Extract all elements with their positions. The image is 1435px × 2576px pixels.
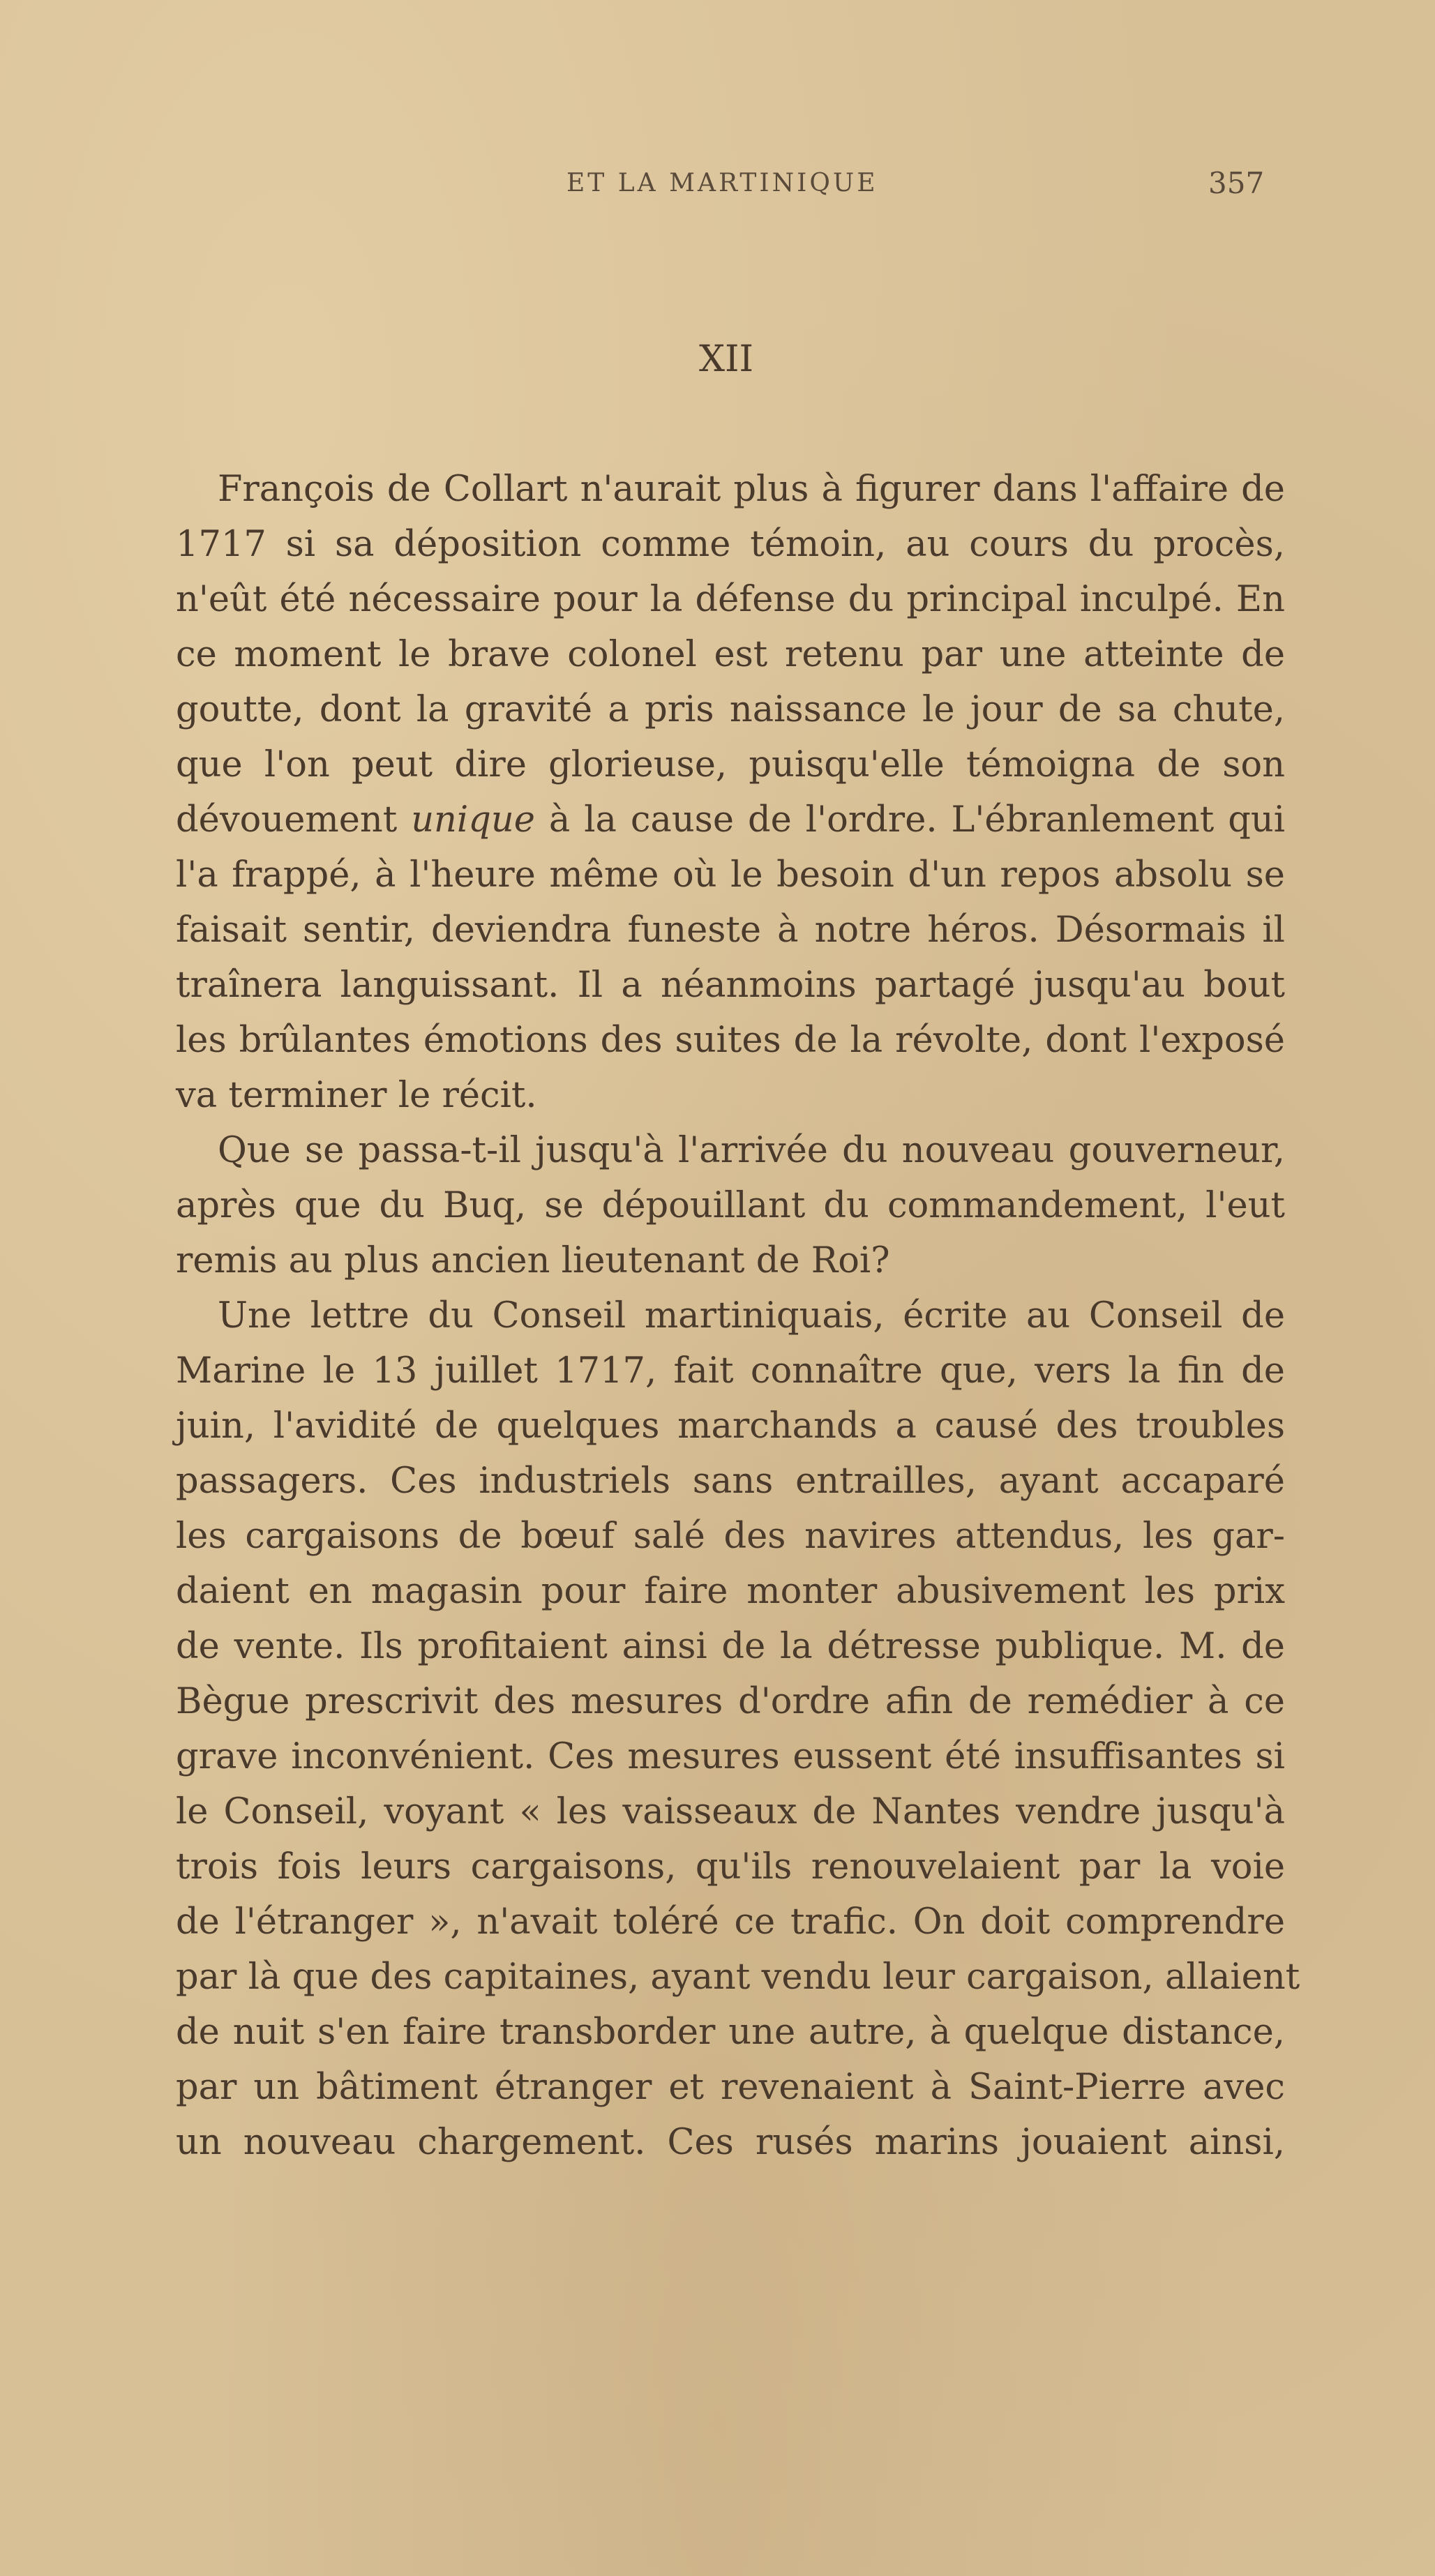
text-line: le Conseil, voyant « les vaisseaux de Nantes vendre jusqu'à bbox=[176, 1791, 1285, 1832]
running-head: ET LA MARTINIQUE bbox=[566, 169, 878, 197]
text-line: remis au plus ancien lieutenant de Roi? bbox=[176, 1240, 890, 1281]
text-line: passagers. Ces industriels sans entrailles, ayant accaparé bbox=[176, 1461, 1285, 1502]
text-line: par un bâtiment étranger et revenaient à Saint-Pierre avec bbox=[176, 2067, 1285, 2108]
text-line: l'a frappé, à l'heure même où le besoin d'un repos absolu se bbox=[176, 854, 1285, 896]
body-text bbox=[176, 462, 1300, 2170]
text-line: faisait sentir, deviendra funeste à notre héros. Désormais il bbox=[176, 910, 1285, 951]
text-line: par là que des capitaines, ayant vendu leur cargaison, allaient bbox=[176, 1957, 1300, 1998]
text-line: Marine le 13 juillet 1717, fait connaître que, vers la fin de bbox=[176, 1350, 1285, 1392]
text-line: juin, l'avidité de quelques marchands a causé des troubles bbox=[176, 1406, 1285, 1447]
page-number: 357 bbox=[1208, 166, 1265, 200]
text-line: ce moment le brave colonel est retenu par une atteinte de bbox=[176, 634, 1285, 675]
text-line bbox=[176, 792, 1285, 848]
text-line: daient en magasin pour faire monter abusivement les prix bbox=[176, 1571, 1285, 1612]
text-line: Bègue prescrivit des mesures d'ordre afin de remédier à ce bbox=[176, 1681, 1285, 1722]
text-line: de nuit s'en faire transborder une autre, à quelque distance, bbox=[176, 2012, 1285, 2053]
text-line: après que du Buq, se dépouillant du commandement, l'eut bbox=[176, 1185, 1285, 1226]
text-line: Une lettre du Conseil martiniquais, écrite au Conseil de bbox=[218, 1295, 1285, 1336]
text-line: Que se passa-t-il jusqu'à l'arrivée du nouveau gouverneur, bbox=[218, 1130, 1285, 1171]
text-line: les brûlantes émotions des suites de la révolte, dont l'exposé bbox=[176, 1020, 1285, 1061]
text-line: va terminer le récit. bbox=[176, 1075, 537, 1116]
text-line: trois fois leurs cargaisons, qu'ils renouvelaient par la voie bbox=[176, 1846, 1285, 1888]
text-line: goutte, dont la gravité a pris naissance le jour de sa chute, bbox=[176, 689, 1285, 730]
text-line: un nouveau chargement. Ces rusés marins jouaient ainsi, bbox=[176, 2122, 1285, 2163]
text-line: de vente. Ils profitaient ainsi de la détresse publique. M. de bbox=[176, 1626, 1285, 1667]
text-line: de l'étranger », n'avait toléré ce trafic. On doit comprendre bbox=[176, 1901, 1285, 1943]
section-heading: XII bbox=[699, 338, 754, 380]
emphasis-unique: unique bbox=[411, 799, 535, 841]
text-line: traînera languissant. Il a néanmoins partagé jusqu'au bout bbox=[176, 965, 1285, 1006]
text-line: que l'on peut dire glorieuse, puisqu'elle témoigna de son bbox=[176, 744, 1285, 785]
text-fragment: dévouement bbox=[176, 799, 412, 841]
text-fragment: à la cause de l'ordre. L'ébranlement qui bbox=[548, 799, 1285, 841]
text-line: François de Collart n'aurait plus à figurer dans l'affaire de bbox=[218, 469, 1285, 510]
text-line: les cargaisons de bœuf salé des navires attendus, les gar- bbox=[176, 1516, 1285, 1557]
text-line: n'eût été nécessaire pour la défense du principal inculpé. En bbox=[176, 579, 1285, 620]
text-line: 1717 si sa déposition comme témoin, au cours du procès, bbox=[176, 524, 1285, 565]
text-line: grave inconvénient. Ces mesures eussent été insuffisantes si bbox=[176, 1736, 1285, 1777]
